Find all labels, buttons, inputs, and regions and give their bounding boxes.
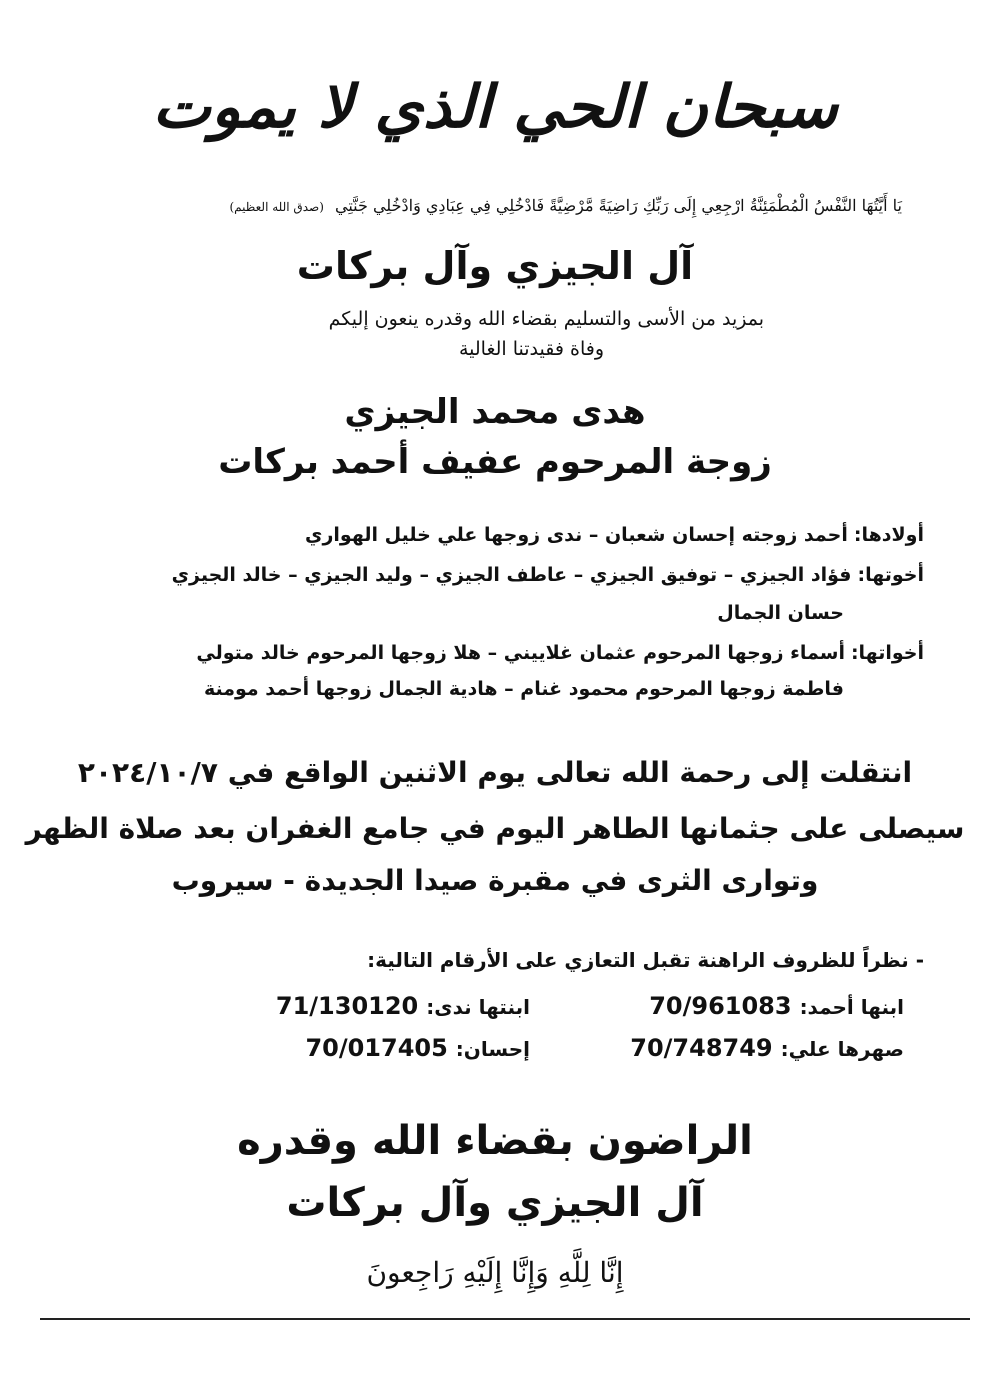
brothers-label: أخوتها: [857, 564, 924, 586]
announcement-line-1: بمزيد من الأسى والتسليم بقضاء الله وقدره ينعون إليكم [328, 308, 764, 330]
phone-entry [630, 1034, 904, 1062]
families-title: آل الجيزي وآل بركات [296, 244, 694, 288]
phone-number: 70/017405 [305, 1034, 448, 1062]
bottom-divider [40, 1318, 970, 1320]
phone-label: ابنها أحمد: [799, 995, 904, 1019]
closing-line-2: آل الجيزي وآل بركات [286, 1180, 704, 1226]
children-line [305, 524, 924, 546]
brothers-names-1: فؤاد الجيزي – توفيق الجيزي – عاطف الجيزي – وليد الجيزي – خالد الجيزي [171, 564, 852, 586]
brothers-line-1 [172, 564, 924, 586]
phone-label: صهرها علي: [780, 1037, 904, 1061]
phone-number: 70/961083 [649, 992, 792, 1020]
closing-line-1: الراضون بقضاء الله وقدره [237, 1118, 753, 1164]
phone-entry [305, 1034, 530, 1062]
passing-line-1: انتقلت إلى رحمة الله تعالى يوم الاثنين الواقع في ٢٠٢٤/١٠/٧ [77, 756, 913, 789]
children-label: أولادها: [853, 524, 924, 546]
phone-number: 70/748749 [630, 1034, 773, 1062]
deceased-name: هدى محمد الجيزي [344, 392, 646, 432]
phone-label: ابنتها ندى: [426, 995, 530, 1019]
verse-text: يَا أَيَّتُهَا النَّفْسُ الْمُطْمَئِنَّةُ ارْجِعِي إِلَى رَبِّكِ رَاضِيَةً مَّرْضِيَّةً فَادْخُلِي فِي عِبَادِي وَادْخُلِي جَنَّتِي [335, 196, 902, 215]
condolence-intro: - نظراً للظروف الراهنة تقبل التعازي على الأرقام التالية: [367, 948, 924, 972]
phone-entry [649, 992, 904, 1020]
passing-line-2: سيصلى على جثمانها الطاهر اليوم في جامع الغفران بعد صلاة الظهر [25, 812, 965, 845]
spouse-line: زوجة المرحوم عفيف أحمد بركات [218, 442, 772, 482]
calligraphy-heading: سبحان الحي الذي لا يموت [152, 71, 838, 142]
brothers-line-2: حسان الجمال [717, 602, 844, 624]
sisters-line-2: فاطمة زوجها المرحوم محمود غنام – هادية الجمال زوجها أحمد مومنة [203, 678, 844, 700]
sisters-label: أخواتها: [850, 642, 924, 664]
passing-line-3: وتوارى الثرى في مقبرة صيدا الجديدة - سيروب [171, 864, 819, 897]
phone-label: إحسان: [455, 1037, 530, 1061]
phone-entry [276, 992, 530, 1020]
closing-verse: إِنَّا لِلَّهِ وَإِنَّا إِلَيْهِ رَاجِعونَ [366, 1256, 624, 1289]
quran-verse [82, 196, 902, 215]
phone-number: 71/130120 [275, 992, 419, 1020]
sisters-line-1 [196, 642, 924, 664]
announcement-line-2: وفاة فقيدتنا الغالية [458, 338, 604, 360]
children-names: أحمد زوجته إحسان شعبان – ندى زوجها علي خليل الهواري [305, 524, 848, 546]
verse-source: (صدق الله العظيم) [229, 200, 324, 214]
sisters-names-1: أسماء زوجها المرحوم عثمان غلاييني – هلا زوجها المرحوم خالد متولي [196, 642, 845, 664]
